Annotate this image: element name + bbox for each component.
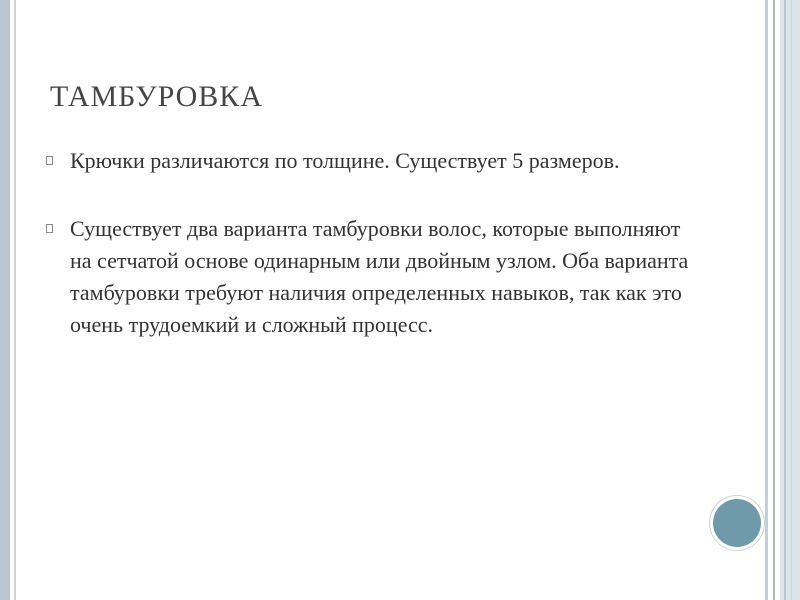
bullet-text: Крючки различаются по толщине. Существует 5 размеров. bbox=[70, 148, 620, 173]
bullet-text: Существует два варианта тамбуровки волос, которые выполняют на сетчатой основе одинарным или двойным узлом. Оба варианта тамбуровки требуют наличия определенных навыков, так как это очень трудоемкий и сложный процесс. bbox=[70, 216, 689, 337]
bullet-list bbox=[46, 145, 706, 377]
left-frame-bar bbox=[0, 0, 10, 600]
right-frame-bar bbox=[780, 0, 800, 600]
circle-decoration bbox=[713, 499, 761, 547]
left-frame-line bbox=[14, 0, 16, 600]
square-bullet-icon bbox=[46, 156, 53, 165]
right-frame-line-2 bbox=[773, 0, 775, 600]
bullet-item bbox=[46, 213, 706, 341]
square-bullet-icon bbox=[46, 224, 53, 233]
right-frame-line-1 bbox=[765, 0, 768, 600]
bullet-item bbox=[46, 145, 706, 177]
slide-title: ТАМБУРОВКА bbox=[50, 80, 263, 113]
